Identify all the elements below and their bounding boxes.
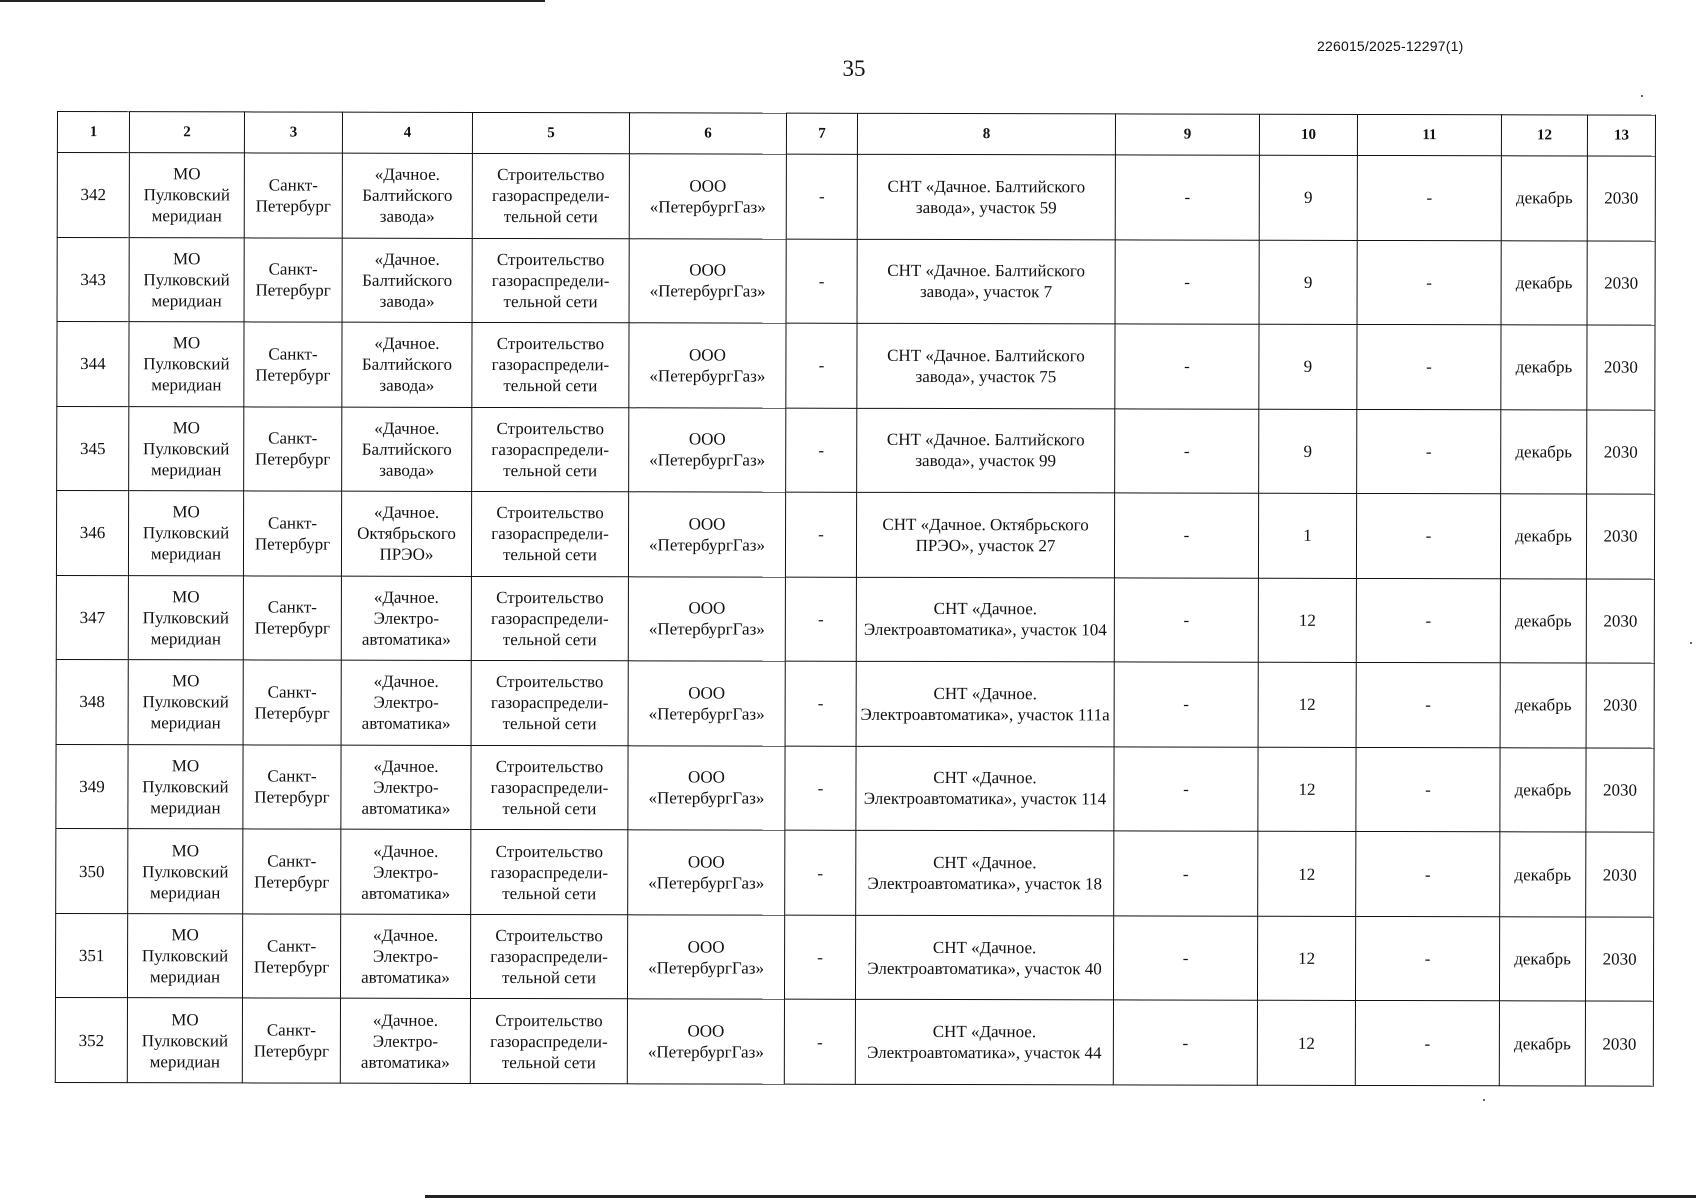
cell-year: 2030 [1585, 917, 1653, 1002]
cell-row-number: 351 [55, 913, 127, 998]
cell-col7: - [784, 999, 855, 1084]
cell-work-type: Строительство газораспредели-тельной сети [471, 830, 628, 915]
cell-year: 2030 [1586, 579, 1654, 664]
cell-company: ООО «ПетербургГаз» [628, 661, 785, 746]
cell-col11: - [1357, 155, 1501, 240]
cell-month: декабрь [1500, 832, 1586, 917]
cell-company: ООО «ПетербургГаз» [627, 999, 784, 1084]
cell-col11: - [1355, 916, 1499, 1001]
cell-month: декабрь [1501, 325, 1587, 410]
cell-municipality: МО Пулковский меридиан [128, 744, 243, 829]
cell-work-type: Строительство газораспредели-тельной сети [472, 407, 629, 492]
cell-municipality: МО Пулковский меридиан [128, 575, 243, 660]
cell-territory: «Дачное. Электро-автоматика» [341, 745, 471, 830]
scan-speck [1483, 1099, 1485, 1101]
cell-year: 2030 [1586, 748, 1654, 833]
cell-row-number: 343 [57, 237, 129, 322]
table-row [56, 575, 1654, 663]
cell-row-number: 344 [57, 322, 129, 407]
cell-object-address: СНТ «Дачное. Октябрьского ПРЭО», участок 27 [856, 492, 1114, 577]
cell-row-number: 342 [57, 153, 129, 238]
cell-col11: - [1357, 325, 1501, 410]
cell-year: 2030 [1587, 410, 1655, 495]
scan-speck [1641, 95, 1643, 97]
cell-col7: - [785, 577, 856, 662]
col-header: 13 [1587, 115, 1655, 156]
header-row [57, 112, 1655, 157]
table-body [55, 153, 1655, 1087]
cell-work-type: Строительство газораспредели-тельной сети [472, 153, 629, 238]
cell-row-number: 350 [56, 829, 128, 914]
cell-territory: «Дачное. Балтийского завода» [342, 153, 472, 238]
cell-value: 12 [1258, 662, 1356, 747]
cell-col7: - [785, 746, 856, 831]
cell-municipality: МО Пулковский меридиан [128, 829, 243, 914]
cell-col7: - [784, 915, 855, 1000]
cell-city: Санкт-Петербург [244, 237, 342, 322]
cell-company: ООО «ПетербургГаз» [628, 576, 785, 661]
cell-col9: - [1115, 408, 1259, 493]
cell-company: ООО «ПетербургГаз» [628, 830, 785, 915]
cell-municipality: МО Пулковский меридиан [127, 998, 242, 1083]
cell-city: Санкт-Петербург [243, 660, 341, 745]
cell-object-address: СНТ «Дачное. Балтийского завода», участок 7 [857, 239, 1115, 324]
cell-object-address: СНТ «Дачное. Электроавтоматика», участок 104 [856, 577, 1114, 662]
cell-city: Санкт-Петербург [243, 829, 341, 914]
document-number: 226015/2025-12297(1) [1317, 38, 1464, 54]
col-header: 12 [1501, 115, 1587, 156]
col-header: 4 [342, 112, 472, 153]
cell-row-number: 346 [56, 491, 128, 576]
cell-month: декабрь [1501, 240, 1587, 325]
cell-work-type: Строительство газораспредели-тельной сети [471, 576, 628, 661]
cell-municipality: МО Пулковский меридиан [129, 153, 244, 238]
table-row [55, 913, 1653, 1001]
table-row [57, 406, 1655, 494]
cell-municipality: МО Пулковский меридиан [129, 322, 244, 407]
cell-municipality: МО Пулковский меридиан [129, 237, 244, 322]
cell-object-address: СНТ «Дачное. Электроавтоматика», участок 44 [855, 1000, 1113, 1085]
cell-territory: «Дачное. Электро-автоматика» [341, 576, 471, 661]
cell-col7: - [786, 323, 857, 408]
cell-col9: - [1113, 1000, 1257, 1085]
cell-month: декабрь [1500, 663, 1586, 748]
cell-company: ООО «ПетербургГаз» [628, 492, 785, 577]
cell-year: 2030 [1587, 156, 1655, 241]
cell-object-address: СНТ «Дачное. Балтийского завода», участок 59 [857, 154, 1115, 239]
cell-row-number: 349 [56, 744, 128, 829]
cell-object-address: СНТ «Дачное. Электроавтоматика», участок 111а [856, 662, 1114, 747]
cell-row-number: 352 [55, 998, 127, 1083]
cell-work-type: Строительство газораспредели-тельной сети [470, 914, 627, 999]
cell-month: декабрь [1499, 917, 1585, 1002]
page-number: 35 [842, 56, 866, 81]
cell-col9: - [1113, 916, 1257, 1001]
cell-row-number: 347 [56, 575, 128, 660]
cell-city: Санкт-Петербург [242, 998, 340, 1083]
table-row [56, 744, 1654, 832]
cell-col11: - [1357, 240, 1501, 325]
cell-company: ООО «ПетербургГаз» [628, 746, 785, 831]
col-header: 10 [1259, 114, 1357, 155]
cell-territory: «Дачное. Электро-автоматика» [341, 829, 471, 914]
cell-col9: - [1114, 831, 1258, 916]
cell-value: 9 [1259, 324, 1357, 409]
col-header: 6 [629, 113, 786, 154]
cell-col7: - [786, 154, 857, 239]
cell-col11: - [1356, 747, 1500, 832]
cell-col7: - [785, 661, 856, 746]
cell-municipality: МО Пулковский меридиан [128, 660, 243, 745]
cell-col11: - [1357, 409, 1501, 494]
cell-work-type: Строительство газораспредели-тельной сети [471, 745, 628, 830]
cell-value: 9 [1259, 155, 1357, 240]
cell-work-type: Строительство газораспредели-тельной сети [472, 238, 629, 323]
cell-row-number: 345 [57, 406, 129, 491]
cell-month: декабрь [1499, 1001, 1585, 1086]
cell-work-type: Строительство газораспредели-тельной сети [471, 492, 628, 577]
cell-year: 2030 [1585, 1001, 1653, 1086]
cell-company: ООО «ПетербургГаз» [629, 154, 786, 239]
cell-year: 2030 [1587, 241, 1655, 326]
table-row [56, 491, 1654, 579]
cell-col9: - [1114, 662, 1258, 747]
cell-month: декабрь [1501, 409, 1587, 494]
cell-value: 1 [1258, 493, 1356, 578]
cell-month: декабрь [1500, 494, 1586, 579]
cell-company: ООО «ПетербургГаз» [627, 915, 784, 1000]
cell-col7: - [785, 830, 856, 915]
table-row [57, 153, 1655, 241]
cell-object-address: СНТ «Дачное. Электроавтоматика», участок 18 [856, 831, 1114, 916]
col-header: 9 [1115, 114, 1259, 155]
cell-value: 12 [1258, 831, 1356, 916]
cell-year: 2030 [1586, 663, 1654, 748]
scan-bottom-rule [425, 1195, 1696, 1198]
cell-value: 12 [1258, 747, 1356, 832]
scan-speck [1690, 642, 1692, 644]
cell-col7: - [785, 492, 856, 577]
cell-value: 12 [1257, 916, 1355, 1001]
cell-work-type: Строительство газораспредели-тельной сети [470, 999, 627, 1084]
cell-territory: «Дачное. Электро-автоматика» [340, 998, 470, 1083]
cell-territory: «Дачное. Электро-автоматика» [341, 660, 471, 745]
cell-col9: - [1114, 578, 1258, 663]
col-header: 11 [1357, 114, 1501, 155]
cell-city: Санкт-Петербург [244, 153, 342, 238]
cell-work-type: Строительство газораспредели-тельной сети [471, 661, 628, 746]
cell-year: 2030 [1586, 832, 1654, 917]
cell-territory: «Дачное. Октябрьского ПРЭО» [341, 491, 471, 576]
col-header: 5 [472, 112, 629, 153]
cell-col7: - [786, 239, 857, 324]
cell-col9: - [1115, 324, 1259, 409]
cell-col11: - [1356, 578, 1500, 663]
cell-year: 2030 [1587, 325, 1655, 410]
cell-territory: «Дачное. Электро-автоматика» [340, 914, 470, 999]
register-table [55, 111, 1656, 1087]
cell-col11: - [1356, 832, 1500, 917]
cell-object-address: СНТ «Дачное. Электроавтоматика», участок 114 [856, 746, 1114, 831]
table-row [56, 829, 1654, 917]
cell-object-address: СНТ «Дачное. Балтийского завода», участок 99 [857, 408, 1115, 493]
col-header: 2 [129, 112, 244, 153]
cell-value: 12 [1258, 578, 1356, 663]
cell-territory: «Дачное. Балтийского завода» [342, 407, 472, 492]
cell-value: 12 [1257, 1001, 1355, 1086]
cell-territory: «Дачное. Балтийского завода» [342, 238, 472, 323]
cell-col7: - [786, 408, 857, 493]
cell-col9: - [1114, 493, 1258, 578]
col-header: 8 [857, 113, 1115, 155]
cell-row-number: 348 [56, 660, 128, 745]
table-row [57, 322, 1655, 410]
cell-territory: «Дачное. Балтийского завода» [342, 322, 472, 407]
cell-object-address: СНТ «Дачное. Электроавтоматика», участок 40 [855, 915, 1113, 1000]
cell-col11: - [1355, 1001, 1499, 1086]
cell-month: декабрь [1500, 578, 1586, 663]
cell-municipality: МО Пулковский меридиан [127, 913, 242, 998]
cell-month: декабрь [1501, 156, 1587, 241]
col-header: 1 [57, 112, 129, 153]
cell-city: Санкт-Петербург [244, 407, 342, 492]
cell-company: ООО «ПетербургГаз» [629, 407, 786, 492]
cell-company: ООО «ПетербургГаз» [629, 238, 786, 323]
cell-value: 9 [1259, 409, 1357, 494]
table-row [57, 237, 1655, 325]
table-row [56, 660, 1654, 748]
cell-work-type: Строительство газораспредели-тельной сети [472, 323, 629, 408]
cell-city: Санкт-Петербург [243, 576, 341, 661]
cell-city: Санкт-Петербург [244, 322, 342, 407]
cell-col11: - [1356, 494, 1500, 579]
cell-city: Санкт-Петербург [243, 745, 341, 830]
cell-municipality: МО Пулковский меридиан [129, 406, 244, 491]
cell-city: Санкт-Петербург [243, 491, 341, 576]
cell-month: декабрь [1500, 747, 1586, 832]
cell-year: 2030 [1586, 494, 1654, 579]
table-row [55, 998, 1653, 1086]
cell-col11: - [1356, 663, 1500, 748]
cell-company: ООО «ПетербургГаз» [629, 323, 786, 408]
cell-object-address: СНТ «Дачное. Балтийского завода», участок 75 [857, 323, 1115, 408]
cell-col9: - [1114, 747, 1258, 832]
col-header: 7 [786, 113, 857, 154]
cell-col9: - [1115, 155, 1259, 240]
scan-top-rule [0, 0, 545, 2]
cell-value: 9 [1259, 240, 1357, 325]
cell-city: Санкт-Петербург [242, 914, 340, 999]
cell-col9: - [1115, 239, 1259, 324]
cell-municipality: МО Пулковский меридиан [128, 491, 243, 576]
col-header: 3 [244, 112, 342, 153]
